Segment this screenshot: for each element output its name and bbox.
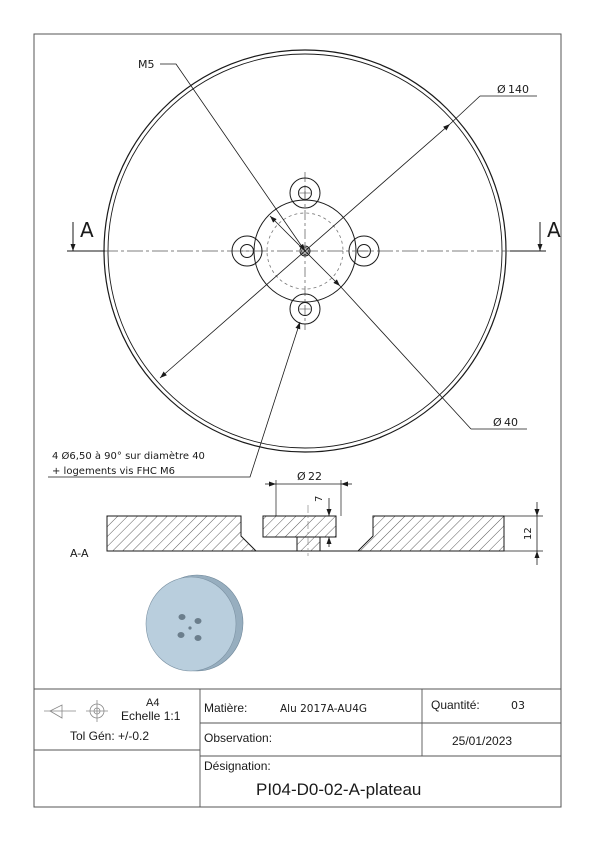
quantity-label: Quantité: [431, 698, 480, 712]
general-tolerance: Tol Gén: +/-0.2 [70, 729, 150, 743]
section-letter-left: A [80, 218, 94, 242]
section-view-label: A-A [70, 547, 89, 560]
section-letter-right: A [547, 218, 561, 242]
sheet-border [34, 34, 561, 807]
section-marker-right [510, 222, 546, 251]
designation-label: Désignation: [204, 759, 271, 773]
hole-note-line-1: 4 Ø6,50 à 90° sur diamètre 40 [52, 451, 205, 462]
diameter-symbol-40: Ø [493, 416, 502, 429]
paper-format: A4 [146, 697, 160, 709]
outer-diameter-callout: 140 [508, 83, 529, 96]
counterbore-depth-callout: 7 [314, 495, 325, 502]
material-value: Alu 2017A-AU4G [280, 703, 368, 715]
hub-diameter-callout: 40 [504, 416, 518, 429]
thread-callout: M5 [138, 58, 155, 71]
projection-symbol-icon [44, 700, 108, 722]
date: 25/01/2023 [452, 734, 513, 748]
plate-face [146, 577, 236, 671]
observation-label: Observation: [204, 731, 273, 745]
iso-hole-1 [179, 614, 186, 620]
diameter-symbol-22: Ø [297, 470, 306, 483]
iso-hole-4 [195, 635, 202, 641]
designation-value: PI04-D0-02-A-plateau [256, 780, 422, 799]
iso-hole-2 [195, 618, 202, 624]
material-label: Matière: [204, 701, 248, 715]
isometric-view [146, 575, 243, 671]
diameter-symbol-140: Ø [497, 83, 506, 96]
section-hatch [107, 516, 504, 551]
hole-note-line-2: + logements vis FHC M6 [52, 466, 176, 477]
quantity-value: 03 [511, 699, 525, 712]
thickness-callout: 12 [523, 527, 534, 540]
counterbore-diameter-callout: 22 [308, 470, 322, 483]
iso-hole-3 [178, 632, 185, 638]
iso-center-hole [188, 626, 191, 629]
scale: Echelle 1:1 [121, 709, 181, 723]
section-view [70, 470, 543, 565]
top-view [48, 50, 561, 477]
